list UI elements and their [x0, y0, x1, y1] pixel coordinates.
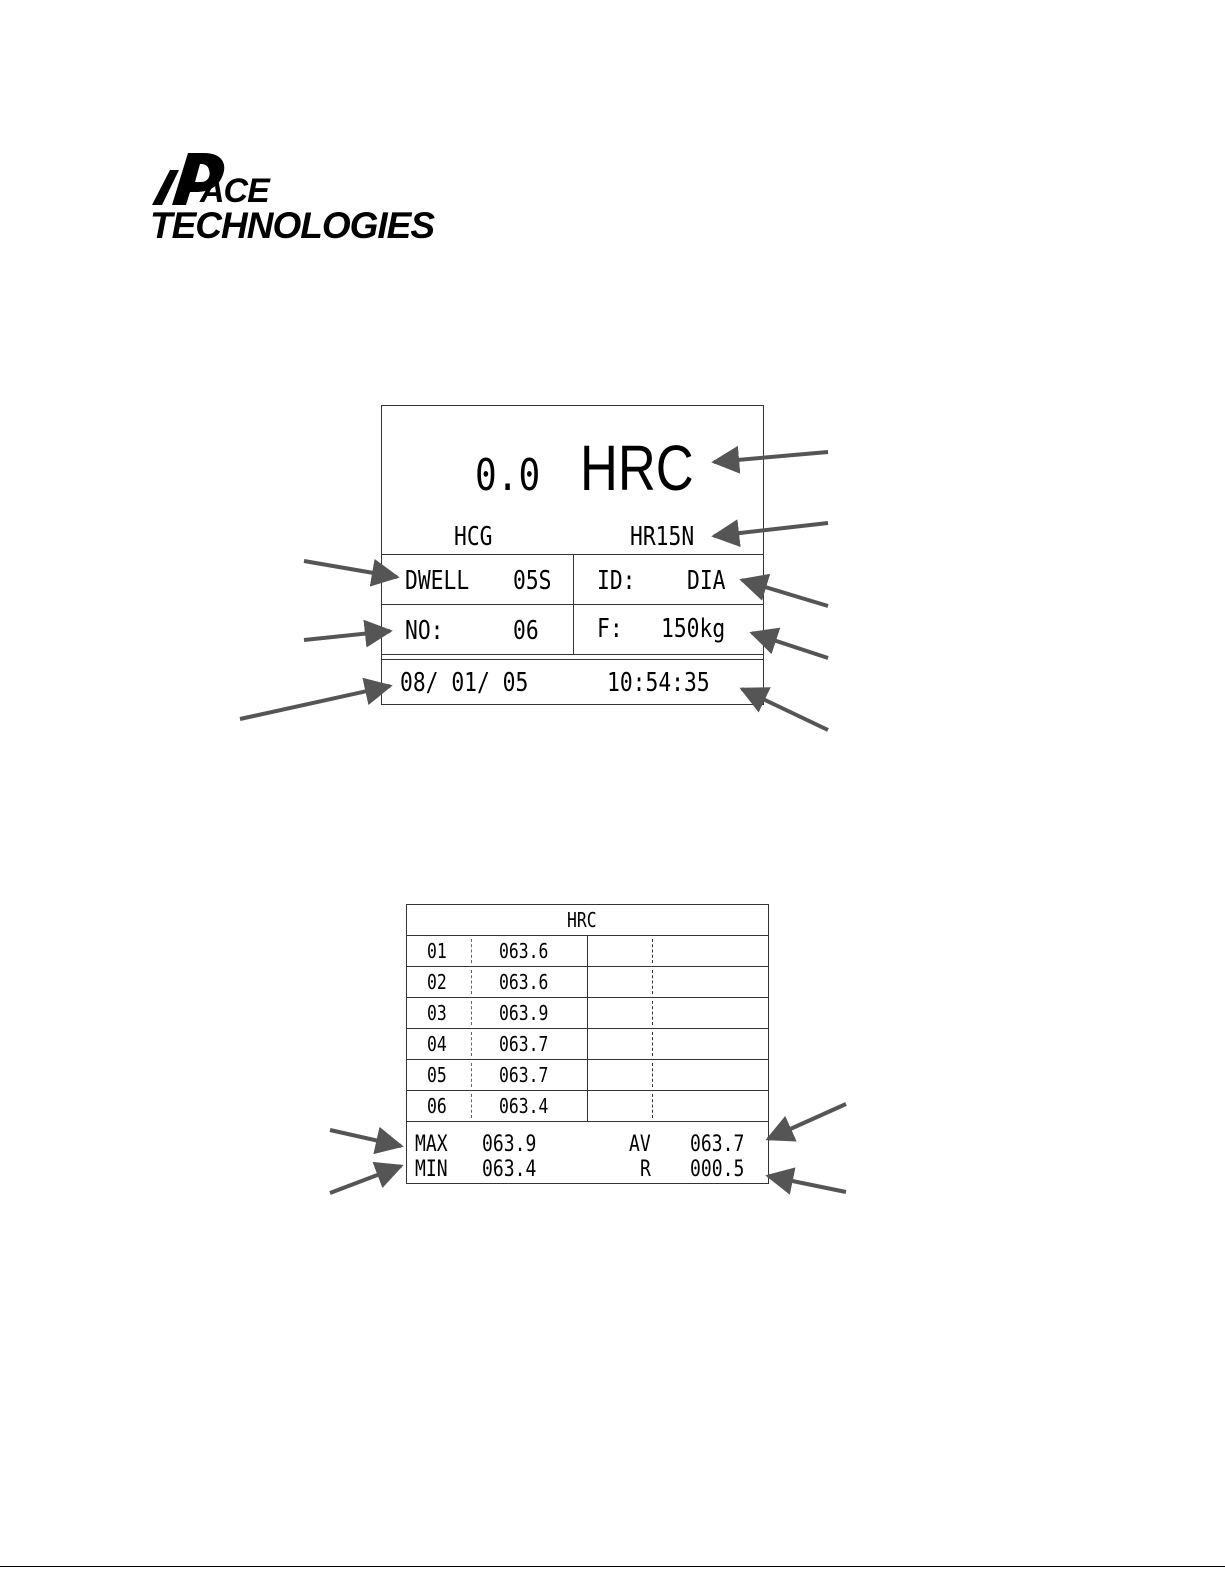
- row-value: 063.7: [499, 1063, 549, 1087]
- arrow-force-callout: [752, 633, 828, 658]
- dwell-label: DWELL: [405, 566, 470, 596]
- row-index: 02: [427, 970, 447, 994]
- row-value: 063.6: [499, 939, 549, 963]
- row-index: 06: [427, 1094, 447, 1118]
- arrow-scale-callout: [714, 523, 828, 536]
- arrow-time-callout: [742, 689, 828, 730]
- arrow-range-callout: [768, 1176, 846, 1192]
- arrow-date-callout: [240, 686, 390, 719]
- id-label: ID:: [597, 566, 636, 596]
- stats-header: HRC: [567, 908, 597, 932]
- arrow-dwell-callout: [304, 561, 397, 577]
- number-value: 06: [513, 616, 539, 646]
- row-index: 01: [427, 939, 447, 963]
- row-index: 03: [427, 1001, 447, 1025]
- min-value: 063.4: [482, 1157, 537, 1182]
- max-value: 063.9: [482, 1132, 537, 1157]
- logo-text-ace: ACE: [200, 172, 269, 210]
- arrow-reading-callout: [714, 452, 828, 462]
- average-label: AV: [629, 1132, 651, 1157]
- mode-label: HCG: [454, 522, 493, 552]
- reading-unit: HRC: [580, 432, 694, 504]
- reading-value: 0.0: [475, 450, 541, 501]
- min-label: MIN: [415, 1157, 448, 1182]
- arrow-average-callout: [768, 1104, 846, 1139]
- row-index: 05: [427, 1063, 447, 1087]
- dwell-value: 05S: [513, 566, 552, 596]
- date-display: 08/ 01/ 05: [400, 668, 529, 698]
- logo-text-technologies: TECHNOLOGIES: [150, 205, 435, 246]
- range-value: 000.5: [690, 1157, 745, 1182]
- arrow-id-callout: [742, 580, 828, 606]
- row-value: 063.6: [499, 970, 549, 994]
- arrow-min-callout: [330, 1166, 401, 1193]
- row-value: 063.9: [499, 1001, 549, 1025]
- row-value: 063.7: [499, 1032, 549, 1056]
- row-index: 04: [427, 1032, 447, 1056]
- page-bottom-rule: [0, 1566, 1225, 1567]
- scale-label: HR15N: [630, 522, 695, 552]
- force-value: 150kg: [661, 614, 726, 644]
- id-value: DIA: [687, 566, 726, 596]
- arrow-max-callout: [330, 1130, 401, 1146]
- force-label: F:: [597, 614, 623, 644]
- range-label: R: [640, 1157, 651, 1182]
- number-label: NO:: [405, 616, 444, 646]
- row-value: 063.4: [499, 1094, 549, 1118]
- max-label: MAX: [415, 1132, 448, 1157]
- arrow-number-callout: [304, 631, 390, 640]
- time-display: 10:54:35: [607, 668, 710, 698]
- average-value: 063.7: [690, 1132, 745, 1157]
